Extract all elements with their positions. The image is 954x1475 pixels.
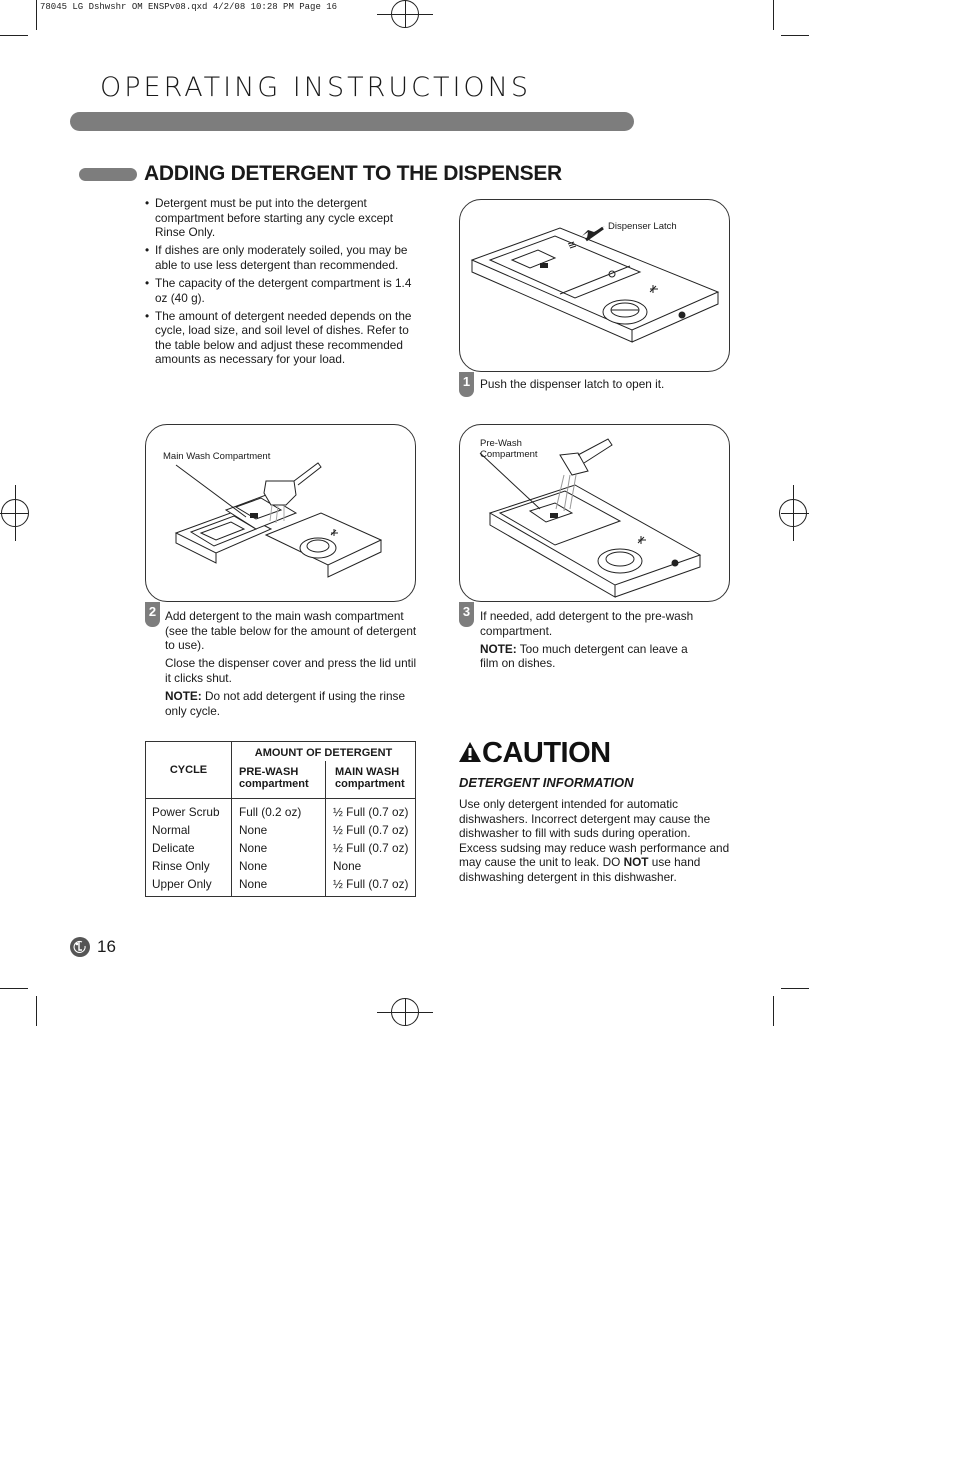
crop-mark <box>36 996 37 1026</box>
warning-icon <box>458 740 482 764</box>
header-mainwash-line: MAIN WASH <box>335 766 400 778</box>
header-mainwash-line: compartment <box>335 778 405 790</box>
table-row <box>146 799 416 897</box>
cell-prewash: Full (0.2 oz) <box>239 805 302 819</box>
label-line: Pre-Wash <box>480 438 522 449</box>
note-label: NOTE: <box>480 641 517 656</box>
step-1-text: Push the dispenser latch to open it. <box>480 377 665 391</box>
bullet-list <box>145 196 420 371</box>
note-text: Too much detergent can leave a film on dishes. <box>480 641 688 671</box>
step-2-text <box>165 609 417 722</box>
cell-prewash: None <box>239 877 268 891</box>
header-cycle: CYCLE <box>146 742 232 799</box>
dispenser-illustration <box>460 200 730 372</box>
crop-mark <box>0 35 28 36</box>
cell-mainwash: ½ Full (0.7 oz) <box>333 805 409 819</box>
detergent-table <box>145 741 416 897</box>
caution-title: CAUTION <box>482 737 611 769</box>
step-3-text <box>480 609 730 674</box>
note-text: Do not add detergent if using the rinse only cycle. <box>165 688 406 718</box>
figure-main-wash <box>145 424 416 602</box>
step-2-paragraph: Add detergent to the main wash compartment (see the table below for the amount of detergent to use). <box>165 609 417 653</box>
label-dispenser-latch: Dispenser Latch <box>608 221 677 232</box>
bullet-item: • The capacity of the detergent compartment is 1.4 oz (40 g). <box>145 276 420 305</box>
header-prewash-line: PRE-WASH <box>239 766 299 778</box>
step-2-note <box>165 689 417 718</box>
crop-mark <box>773 996 774 1026</box>
table-header-row <box>146 742 416 762</box>
print-slug: 78045 LG Dshwshr OM ENSPv08.qxd 4/2/08 10:28 PM Page 16 <box>40 2 338 12</box>
caution-text: Use only detergent intended for automatic dishwashers. Incorrect detergent may cause the dishwasher to fill with suds during operation. Excess sudsing may reduce wash performance and may cause the unit to leak. DO <box>459 797 730 870</box>
crop-mark <box>36 0 37 30</box>
page-heading: ADDING DETERGENT TO THE DISPENSER <box>144 162 562 185</box>
cell-mainwash: ½ Full (0.7 oz) <box>333 877 409 891</box>
caution-emphasis: NOT <box>623 855 649 870</box>
cell-prewash: None <box>239 859 268 873</box>
step-number: 3 <box>459 602 474 627</box>
header-amount: AMOUNT OF DETERGENT <box>232 742 416 762</box>
label-line: Compartment <box>480 449 538 460</box>
label-main-wash: Main Wash Compartment <box>163 451 271 462</box>
step-3-note <box>480 642 700 671</box>
lg-logo-icon <box>70 937 90 957</box>
cell-cycle: Power Scrub <box>152 805 220 819</box>
figure-dispenser-latch <box>459 199 730 372</box>
crop-mark <box>0 988 28 989</box>
note-label: NOTE: <box>165 688 202 703</box>
cell-cycle: Upper Only <box>152 877 212 891</box>
crop-mark <box>781 988 809 989</box>
figure-pre-wash <box>459 424 730 602</box>
header-mainwash <box>326 761 416 799</box>
bullet-item: • If dishes are only moderately soiled, you may be able to use less detergent than recommended. <box>145 243 420 272</box>
label-pre-wash <box>480 438 538 460</box>
step-number: 2 <box>145 602 160 627</box>
cell-mainwash: ½ Full (0.7 oz) <box>333 823 409 837</box>
step-number: 1 <box>459 372 474 397</box>
crop-mark <box>773 0 774 30</box>
bullet-item: • Detergent must be put into the detergent compartment before starting any cycle except Rinse Only. <box>145 196 420 240</box>
cell-prewash: None <box>239 823 268 837</box>
step-3-paragraph: If needed, add detergent to the pre-wash compartment. <box>480 609 694 638</box>
step-2-paragraph: Close the dispenser cover and press the lid until it clicks shut. <box>165 656 417 685</box>
cell-prewash: None <box>239 841 268 855</box>
cell-cycle: Delicate <box>152 841 195 855</box>
caution-body <box>459 797 731 885</box>
page-number: 16 <box>97 937 116 956</box>
crop-mark <box>781 35 809 36</box>
header-bar <box>70 112 634 131</box>
cell-mainwash: None <box>333 859 362 873</box>
header-prewash-line: compartment <box>239 778 309 790</box>
cell-mainwash: ½ Full (0.7 oz) <box>333 841 409 855</box>
cell-cycle: Rinse Only <box>152 859 210 873</box>
caution-subtitle: DETERGENT INFORMATION <box>459 775 634 790</box>
heading-marker <box>79 168 137 181</box>
section-title: OPERATING INSTRUCTIONS <box>100 72 532 103</box>
header-prewash <box>232 761 326 799</box>
bullet-item: • The amount of detergent needed depends on the cycle, load size, and soil level of dishes. Refer to the table below and adjust these recommended amounts as necessary for your load. <box>145 309 420 367</box>
cell-cycle: Normal <box>152 823 191 837</box>
caution-heading <box>458 737 611 770</box>
caution-text: use hand dishwashing detergent in this dishwasher. <box>459 855 701 884</box>
